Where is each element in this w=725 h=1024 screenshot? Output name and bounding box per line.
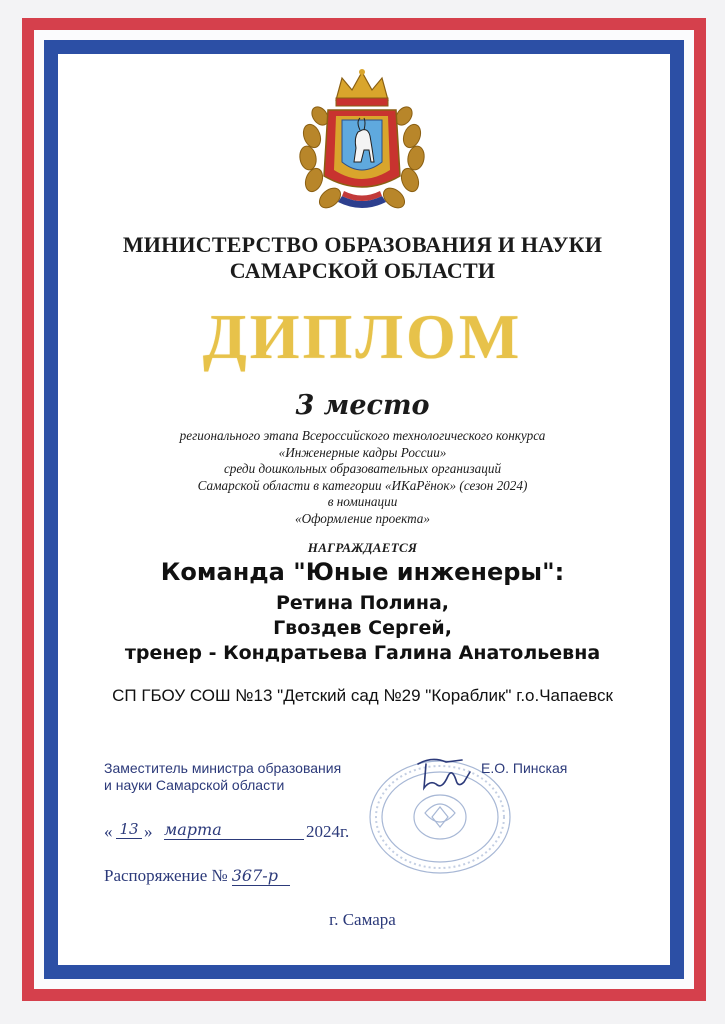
diploma-title: ДИПЛОМ — [202, 301, 523, 372]
competition-line: регионального этапа Всероссийского технологического конкурса — [179, 428, 546, 443]
signer-name: Е.О. Пинская — [481, 760, 568, 776]
issue-date — [104, 818, 404, 848]
date-month: марта — [164, 820, 304, 840]
competition-description — [80, 428, 645, 527]
competition-line: в номинации — [327, 494, 398, 509]
issue-city: г. Самара — [329, 910, 396, 929]
award-place: 3 место — [295, 390, 430, 421]
ministry-name-line-1: МИНИСТЕРСТВО ОБРАЗОВАНИЯ И НАУКИ — [122, 232, 603, 257]
order-number: 367-р — [232, 866, 290, 886]
team-name: Команда "Юные инженеры": — [160, 558, 565, 586]
team-member: Гвоздев Сергей, — [273, 617, 452, 639]
institution-name: СП ГБОУ СОШ №13 "Детский сад №29 "Кораблик" г.о.Чапаевск — [112, 686, 613, 705]
team-member: Ретина Полина, — [275, 592, 450, 614]
competition-line: среди дошкольных образовательных организаций — [223, 461, 502, 476]
competition-line: Самарской области в категории «ИКаРёнок» (сезон 2024) — [197, 477, 528, 493]
date-year: 2024г. — [306, 822, 350, 841]
signer-position — [104, 760, 384, 794]
handwritten-signature — [412, 754, 474, 796]
order-reference — [104, 866, 290, 886]
signer-position-line-2: и науки Самарской области — [104, 777, 285, 793]
competition-line: «Инженерные кадры России» — [278, 444, 447, 460]
awarded-label: НАГРАЖДАЕТСЯ — [307, 540, 418, 555]
team-coach: тренер - Кондратьева Галина Анатольевна — [124, 642, 601, 664]
competition-line: «Оформление проекта» — [295, 510, 430, 526]
order-label: Распоряжение № — [104, 866, 228, 885]
date-day: 13 — [116, 820, 142, 839]
date-open-quote: « — [104, 822, 113, 841]
signer-position-line-1: Заместитель министра образования — [104, 760, 342, 776]
ministry-name-line-2: САМАРСКОЙ ОБЛАСТИ — [229, 258, 496, 283]
samara-coat-of-arms-icon — [298, 66, 426, 214]
date-close-quote: » — [144, 822, 153, 841]
